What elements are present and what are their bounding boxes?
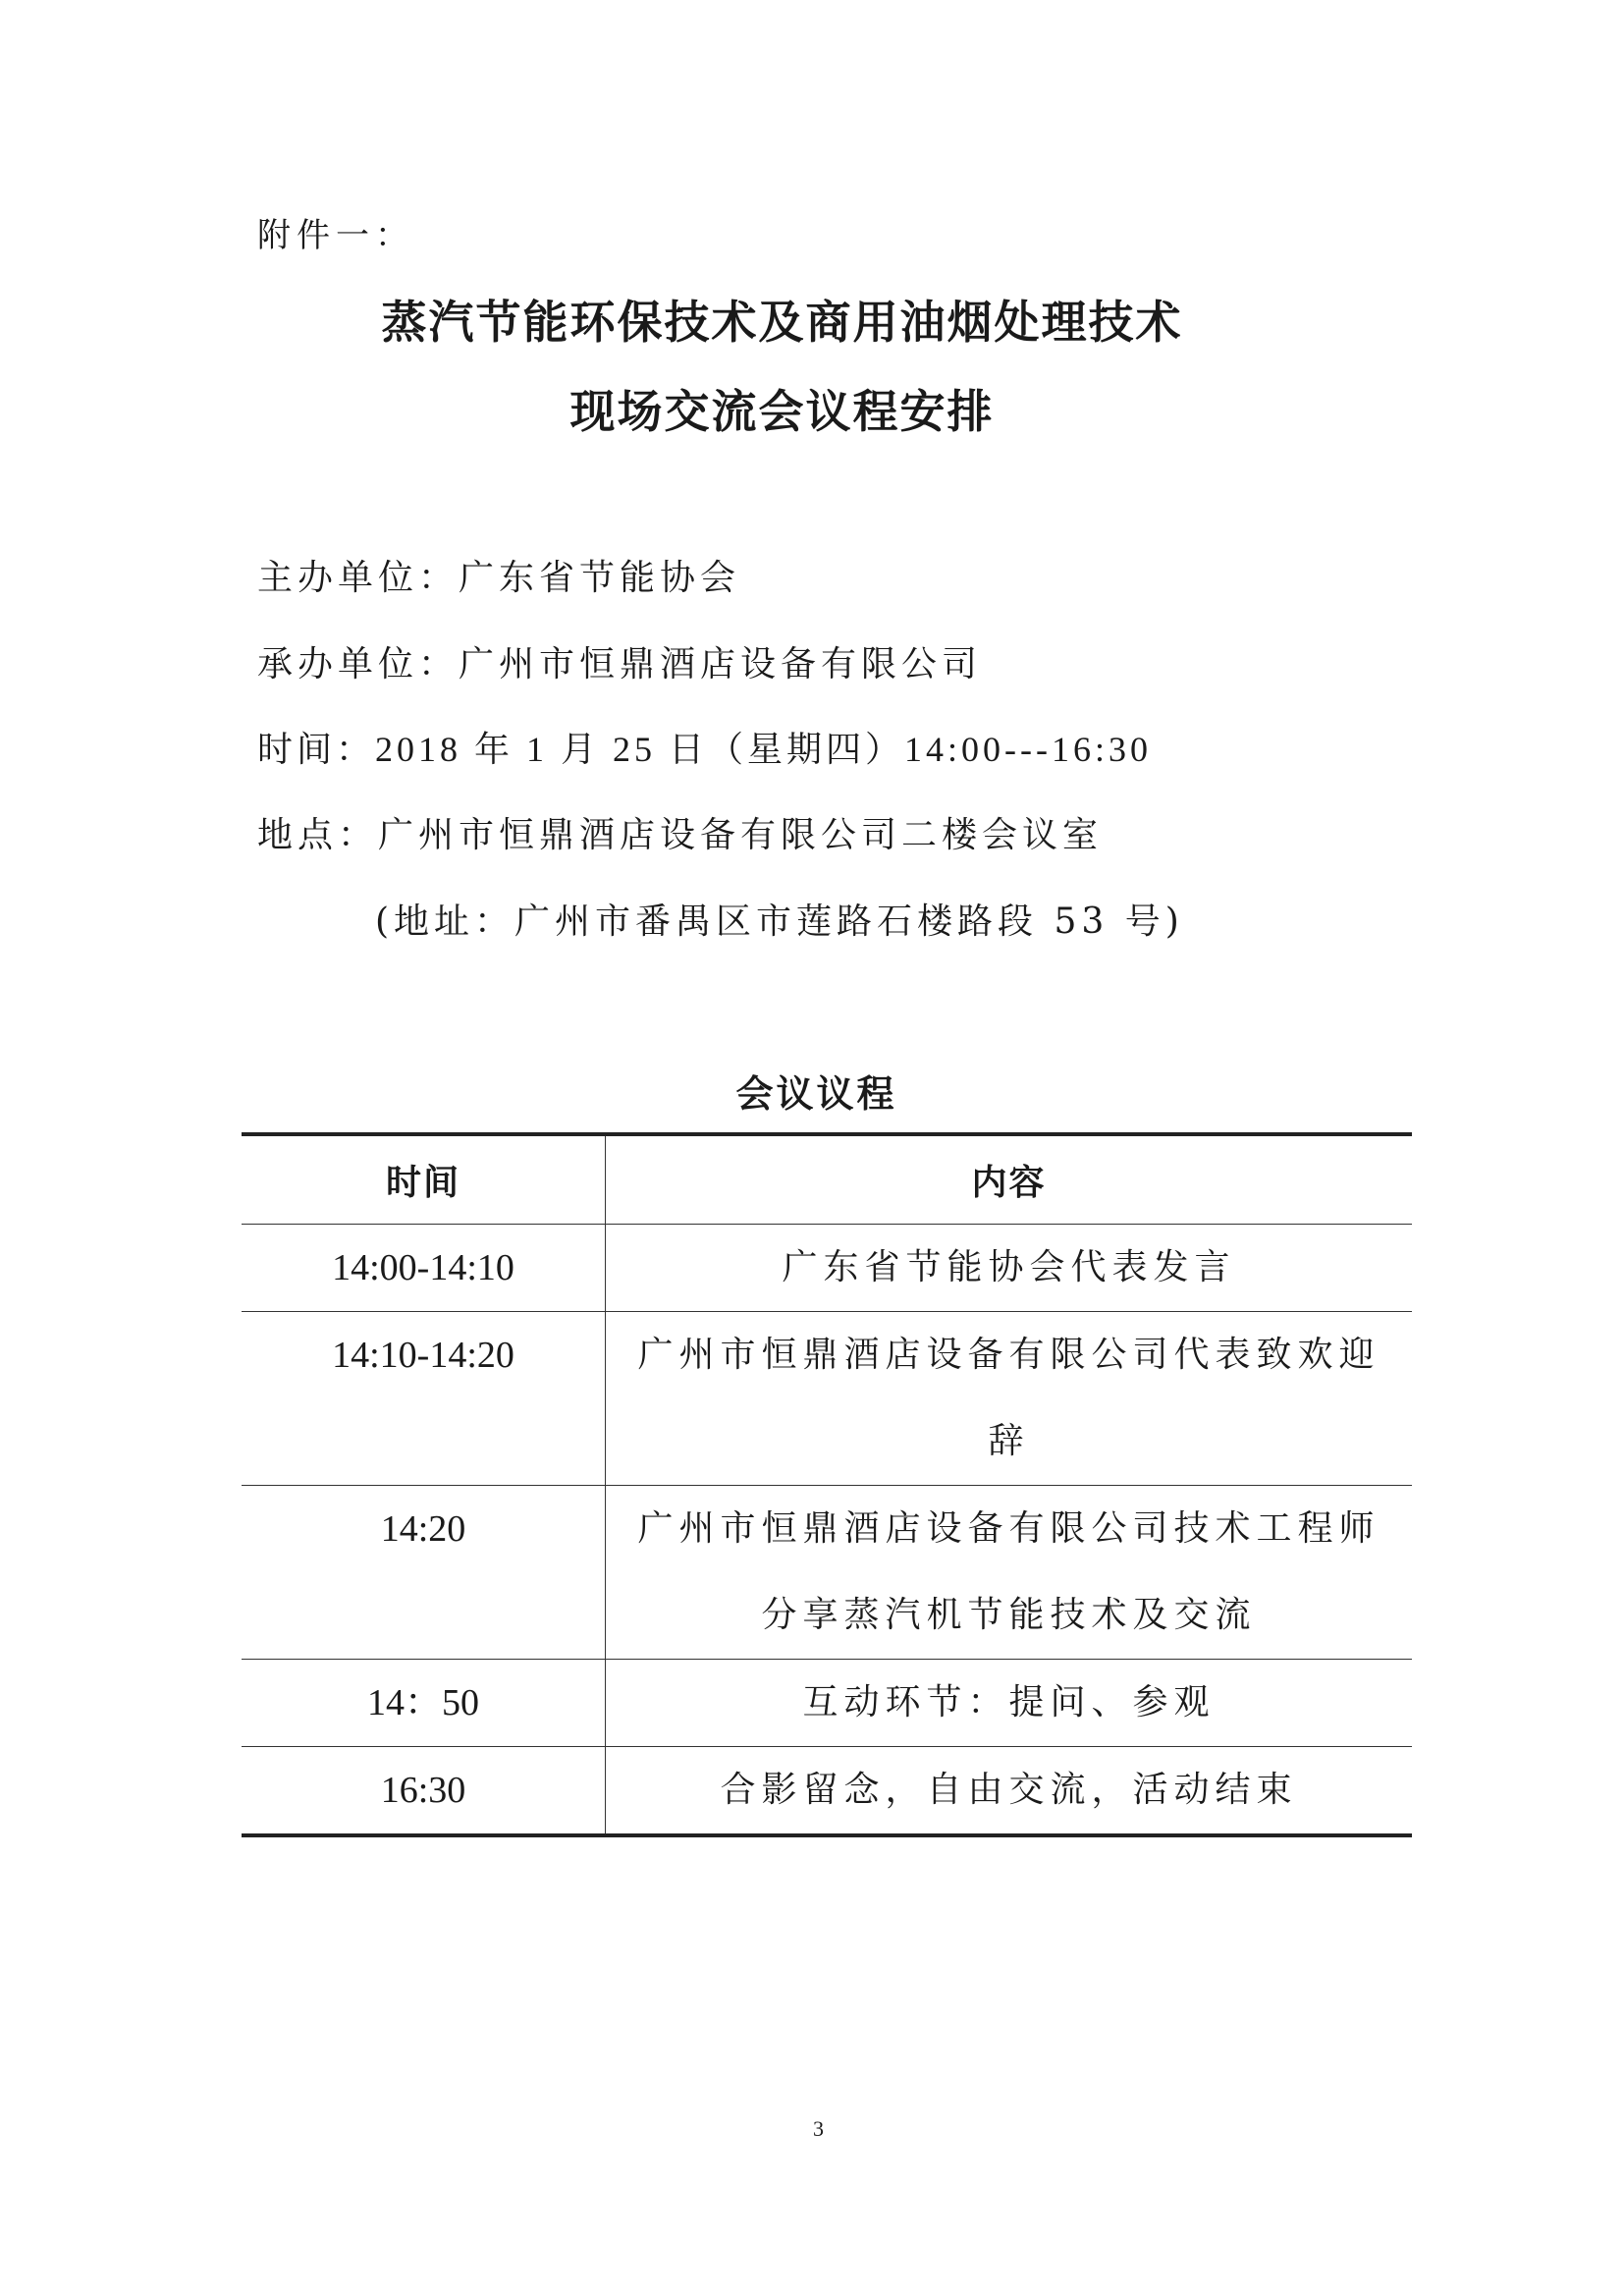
agenda-row [242,1225,1412,1312]
agenda-row-content: 合影留念，自由交流，活动结束 [606,1747,1413,1836]
agenda-row-content: 广州市恒鼎酒店设备有限公司技术工程师分享蒸汽机节能技术及交流 [606,1486,1413,1660]
page-number: 3 [813,2116,824,2141]
agenda-table [242,1132,1412,1837]
document-title-line1: 蒸汽节能环保技术及商用油烟处理技术 [381,296,1183,349]
venue-line: 地点：广州市恒鼎酒店设备有限公司二楼会议室 [257,815,1104,855]
agenda-row [242,1747,1412,1836]
header-content: 内容 [606,1134,1413,1225]
co-organizer-line: 承办单位：广州市恒鼎酒店设备有限公司 [257,644,983,684]
address-line: (地址：广州市番禺区市莲路石楼路段 53 号) [375,902,1184,942]
agenda-title: 会议议程 [735,1071,897,1116]
time-line: 时间：2018 年 1 月 25 日（星期四）14:00---16:30 [257,730,1152,769]
agenda-row-time: 14：50 [242,1660,606,1747]
agenda-row [242,1312,1412,1486]
agenda-row [242,1486,1412,1660]
agenda-header-row [242,1134,1412,1225]
agenda-row-time: 14:00-14:10 [242,1225,606,1312]
agenda-row-content: 广州市恒鼎酒店设备有限公司代表致欢迎辞 [606,1312,1413,1486]
organizer-line: 主办单位：广东省节能协会 [257,558,741,598]
agenda-row-content: 广东省节能协会代表发言 [606,1225,1413,1312]
attachment-label: 附件一： [257,216,414,255]
document-title-line2: 现场交流会议程安排 [569,385,995,438]
header-time: 时间 [242,1134,606,1225]
agenda-row-content: 互动环节：提问、参观 [606,1660,1413,1747]
agenda-row-time: 16:30 [242,1747,606,1836]
agenda-row-time: 14:20 [242,1486,606,1660]
agenda-row-time: 14:10-14:20 [242,1312,606,1486]
agenda-row [242,1660,1412,1747]
